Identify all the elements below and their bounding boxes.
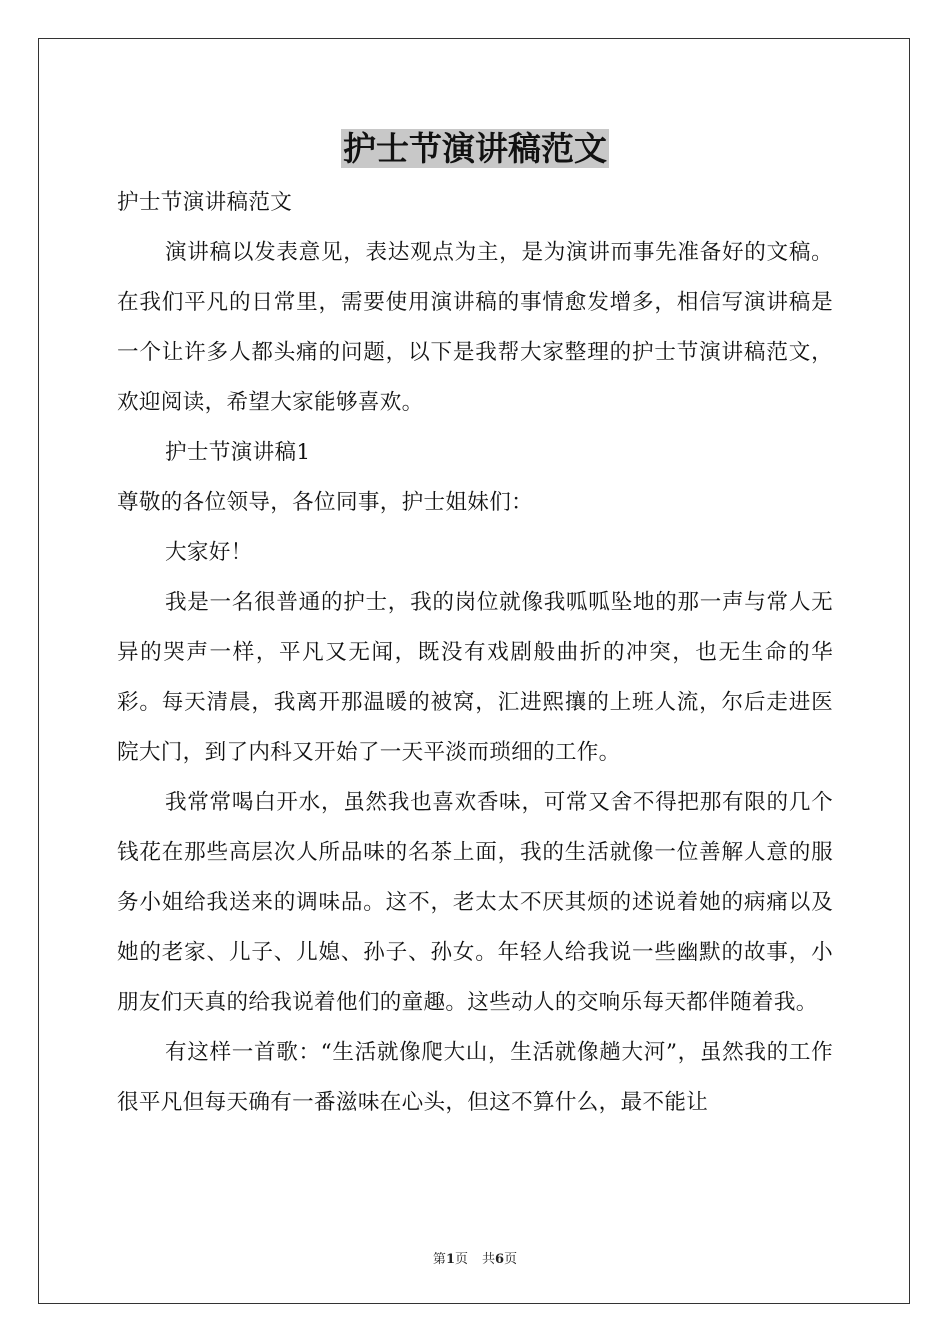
paragraph-body-3: 有这样一首歌：“生活就像爬大山，生活就像趟大河”，虽然我的工作很平凡但每天确有一番滋味在心头，但这不算什么，最不能让: [117, 1040, 833, 1115]
paragraph-greeting: 大家好！: [165, 540, 253, 565]
page-prefix: 第: [432, 1252, 446, 1267]
paragraph-body-2: 我常常喝白开水，虽然我也喜欢香味，可常又舍不得把那有限的几个钱花在那些高层次人所品味的名茶上面，我的生活就像一位善解人意的服务小姐给我送来的调味品。这不，老太太不厌其烦的述说着她的病痛以及她的老家、儿子、儿媳、孙子、孙女。年轻人给我说一些幽默的故事，小朋友们天真的给我说着他们的童趣。这些动人的交响乐每天都伴随着我。: [117, 790, 833, 1015]
document-title-text: 护士节演讲稿范文: [343, 129, 607, 168]
document-body: [117, 178, 833, 1128]
paragraph-heading: 护士节演讲稿范文: [117, 190, 293, 215]
paragraph-salutation: 尊敬的各位领导，各位同事，护士姐妹们：: [117, 490, 533, 515]
paragraph-intro: 演讲稿以发表意见，表达观点为主，是为演讲而事先准备好的文稿。在我们平凡的日常里，需要使用演讲稿的事情愈发增多，相信写演讲稿是一个让许多人都头痛的问题，以下是我帮大家整理的护士节演讲稿范文，欢迎阅读，希望大家能够喜欢。: [117, 240, 833, 415]
paragraph-body-1: 我是一名很普通的护士，我的岗位就像我呱呱坠地的那一声与常人无异的哭声一样，平凡又无闻，既没有戏剧般曲折的冲突，也无生命的华彩。每天清晨，我离开那温暖的被窝，汇进熙攘的上班人流，尔后走进医院大门，到了内科又开始了一天平淡而琐细的工作。: [117, 590, 833, 765]
total-pages: 6: [495, 1252, 505, 1267]
page-suffix: 页: [454, 1252, 468, 1267]
page-current: 1: [445, 1252, 455, 1267]
total-prefix: 共: [482, 1252, 496, 1267]
total-suffix: 页: [504, 1252, 518, 1267]
page-footer: [0, 1248, 950, 1267]
paragraph-section-title: 护士节演讲稿1: [165, 440, 311, 465]
document-title: [0, 126, 950, 172]
